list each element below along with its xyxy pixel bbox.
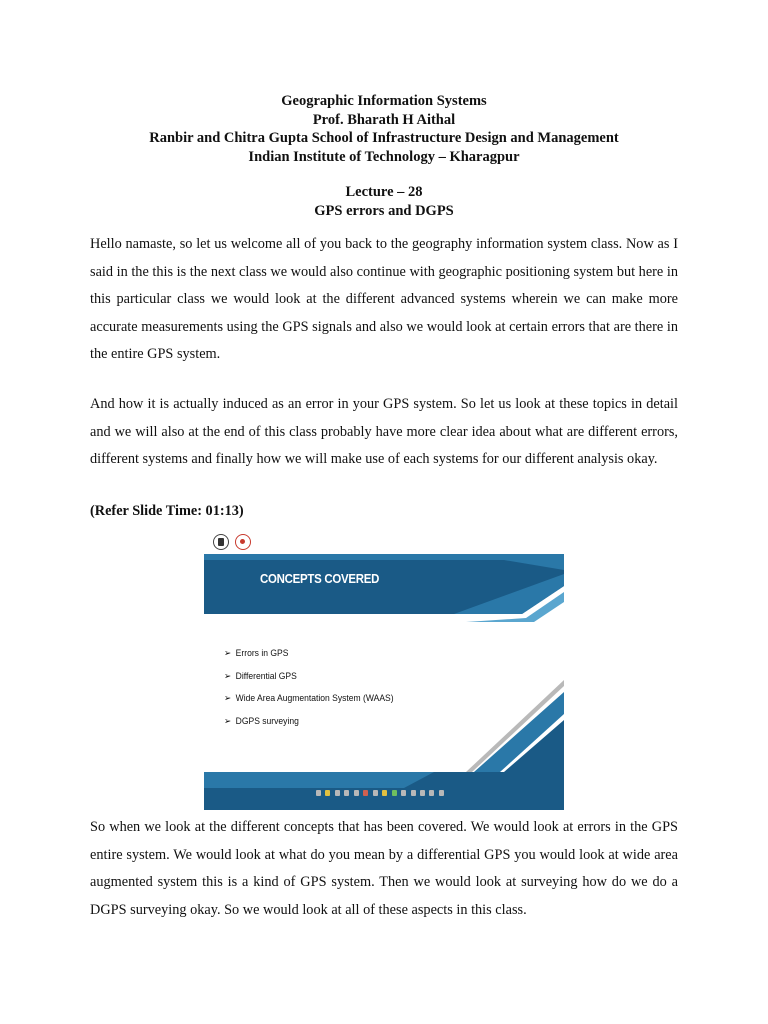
toolbar-line-icon [373, 790, 378, 796]
slide-bullet-item: ➢ Wide Area Augmentation System (WAAS) [224, 693, 394, 704]
lecture-heading [0, 183, 768, 220]
professor-name: Prof. Bharath H Aithal [312, 111, 456, 128]
institute-name: Indian Institute of Technology – Kharagpur [248, 148, 520, 165]
toolbar-arrow-icon [316, 790, 321, 796]
toolbar-undo-icon [411, 790, 416, 796]
lecture-slide-image [204, 530, 564, 810]
slide-bullet-list [224, 648, 412, 738]
paragraph-topics: And how it is actually induced as an error in your GPS system. So let us look at these topics in detail and we will also at the end of this class probably have more clear idea about what are different errors, different systems and finally how we will make use of each systems for our different analysis okay. [90, 396, 678, 467]
lecture-number: Lecture – 28 [345, 184, 423, 200]
slide-bullet-item: ➢ DGPS surveying [224, 715, 299, 727]
slide-bullet-item: ➢ Errors in GPS [224, 648, 289, 659]
document-header [0, 92, 768, 166]
institute-logo-icon [213, 534, 229, 550]
toolbar-clear-icon [429, 790, 434, 796]
slide-annotation-toolbar [316, 787, 444, 799]
toolbar-shape-icon [392, 790, 397, 796]
toolbar-pointer-icon [325, 790, 330, 796]
arrow-bullet-icon: ➢ [224, 648, 232, 659]
refer-slide-time: (Refer Slide Time: 01:13) [90, 503, 244, 519]
lecture-title: GPS errors and DGPS [314, 202, 454, 219]
toolbar-text-icon [401, 790, 406, 796]
toolbar-marker-icon [382, 790, 387, 796]
toolbar-eraser-icon [354, 790, 359, 796]
course-title: Geographic Information Systems [281, 93, 487, 109]
toolbar-pen-icon [335, 790, 340, 796]
arrow-bullet-icon: ➢ [224, 693, 232, 704]
slide-bullet-item: ➢ Differential GPS [224, 670, 297, 682]
school-name: Ranbir and Chitra Gupta School of Infrastructure Design and Management [149, 130, 619, 146]
paragraph-intro: Hello namaste, so let us welcome all of you back to the geography information system class. Now as I said in the this is the next class we would also continue with geographic positioning system but here in this particular class we would look at the different advanced systems wherein we can make more accurate measurements using the GPS signals and also we would look at certain errors that are there in the entire GPS system. [90, 236, 678, 362]
slide-title: CONCEPTS COVERED [260, 571, 380, 586]
arrow-bullet-icon: ➢ [224, 670, 232, 682]
nptel-logo-icon [235, 534, 251, 550]
toolbar-menu-icon [439, 790, 444, 796]
toolbar-redo-icon [420, 790, 425, 796]
paragraph-concepts: So when we look at the different concepts that has been covered. We would look at errors in the GPS entire system. We would look at what do you mean by a differential GPS you would look at wide area augmented system this is a kind of GPS system. Then we would look at surveying how do we do a DGPS surveying okay. So we would look at all of these aspects in this class. [90, 819, 678, 918]
toolbar-highlighter-icon [344, 790, 349, 796]
arrow-bullet-icon: ➢ [224, 715, 232, 727]
toolbar-color-icon [363, 790, 368, 796]
